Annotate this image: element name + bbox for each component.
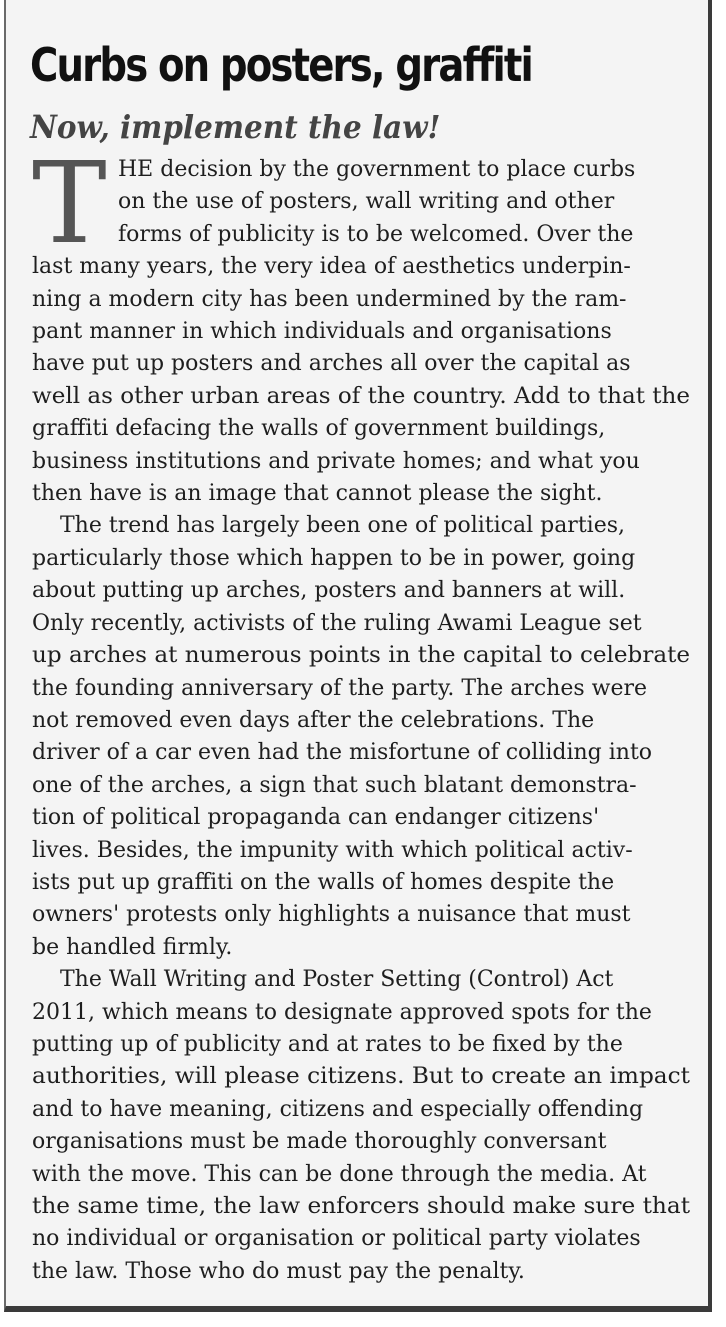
text-line: 2011, which means to designate approved spots for the (32, 999, 652, 1025)
text-line: The trend has largely been one of political parties, (60, 513, 626, 539)
text-line: on the use of posters, wall writing and other (118, 189, 615, 215)
text-line: pant manner in which individuals and organisations (32, 319, 612, 345)
text-line: lives. Besides, the impunity with which political activ- (32, 837, 633, 863)
text-line: up arches at numerous points in the capital to celebrate (32, 643, 691, 669)
text-line: with the move. This can be done through the media. At (32, 1161, 647, 1187)
text-line: The Wall Writing and Poster Setting (Control) Act (60, 967, 614, 993)
text-line: organisations must be made thoroughly conversant (32, 1129, 607, 1155)
text-line: not removed even days after the celebrations. The (32, 707, 595, 733)
text-line: particularly those which happen to be in power, going (32, 545, 636, 571)
text-line: the law. Those who do must pay the penalty. (32, 1258, 525, 1284)
text-line: be handled firmly. (32, 934, 233, 960)
text-line: business institutions and private homes; and what you (32, 448, 640, 474)
paragraph-1 (32, 139, 691, 510)
paragraph-3 (32, 964, 690, 1288)
text-line: Only recently, activists of the ruling Awami League set (32, 610, 642, 636)
text-line: ning a modern city has been undermined by the ram- (32, 286, 627, 312)
text-line: HE decision by the government to place curbs (118, 157, 636, 182)
text-line: last many years, the very idea of aesthetics underpin- (32, 254, 631, 280)
article-body (32, 139, 691, 1288)
text-line: have put up posters and arches all over the capital as (32, 351, 631, 377)
text-line: and to have meaning, citizens and especially offending (32, 1096, 644, 1122)
text-line: graffiti defacing the walls of government buildings, (32, 416, 606, 442)
text-line: ists put up graffiti on the walls of homes despite the (32, 869, 615, 895)
cropped-previous-line (40, 0, 640, 2)
text-line: owners' protests only highlights a nuisance that must (32, 902, 631, 928)
text-line: forms of publicity is to be welcomed. Over the (118, 221, 634, 247)
text-line: authorities, will please citizens. But to create an impact (32, 1064, 690, 1090)
text-line: putting up of publicity and at rates to be fixed by the (32, 1031, 623, 1057)
text-line: driver of a car even had the misfortune of colliding into (32, 740, 653, 766)
drop-cap: T (32, 139, 107, 269)
text-line: about putting up arches, posters and banners at will. (32, 578, 626, 604)
text-line: no individual or organisation or political party violates (32, 1226, 641, 1252)
text-line: then have is an image that cannot please the sight. (32, 481, 603, 507)
paragraph-2 (32, 510, 690, 964)
text-line: tion of political propaganda can endanger citizens' (32, 805, 600, 831)
headline: Curbs on posters, graffiti (30, 38, 532, 92)
text-line: well as other urban areas of the country. Add to that the (32, 383, 691, 409)
text-line: the founding anniversary of the party. The arches were (32, 675, 648, 701)
subheadline: Now, implement the law! (30, 108, 441, 146)
text-line: the same time, the law enforcers should make sure that (32, 1194, 691, 1219)
text-line: one of the arches, a sign that such blatant demonstra- (32, 772, 637, 798)
